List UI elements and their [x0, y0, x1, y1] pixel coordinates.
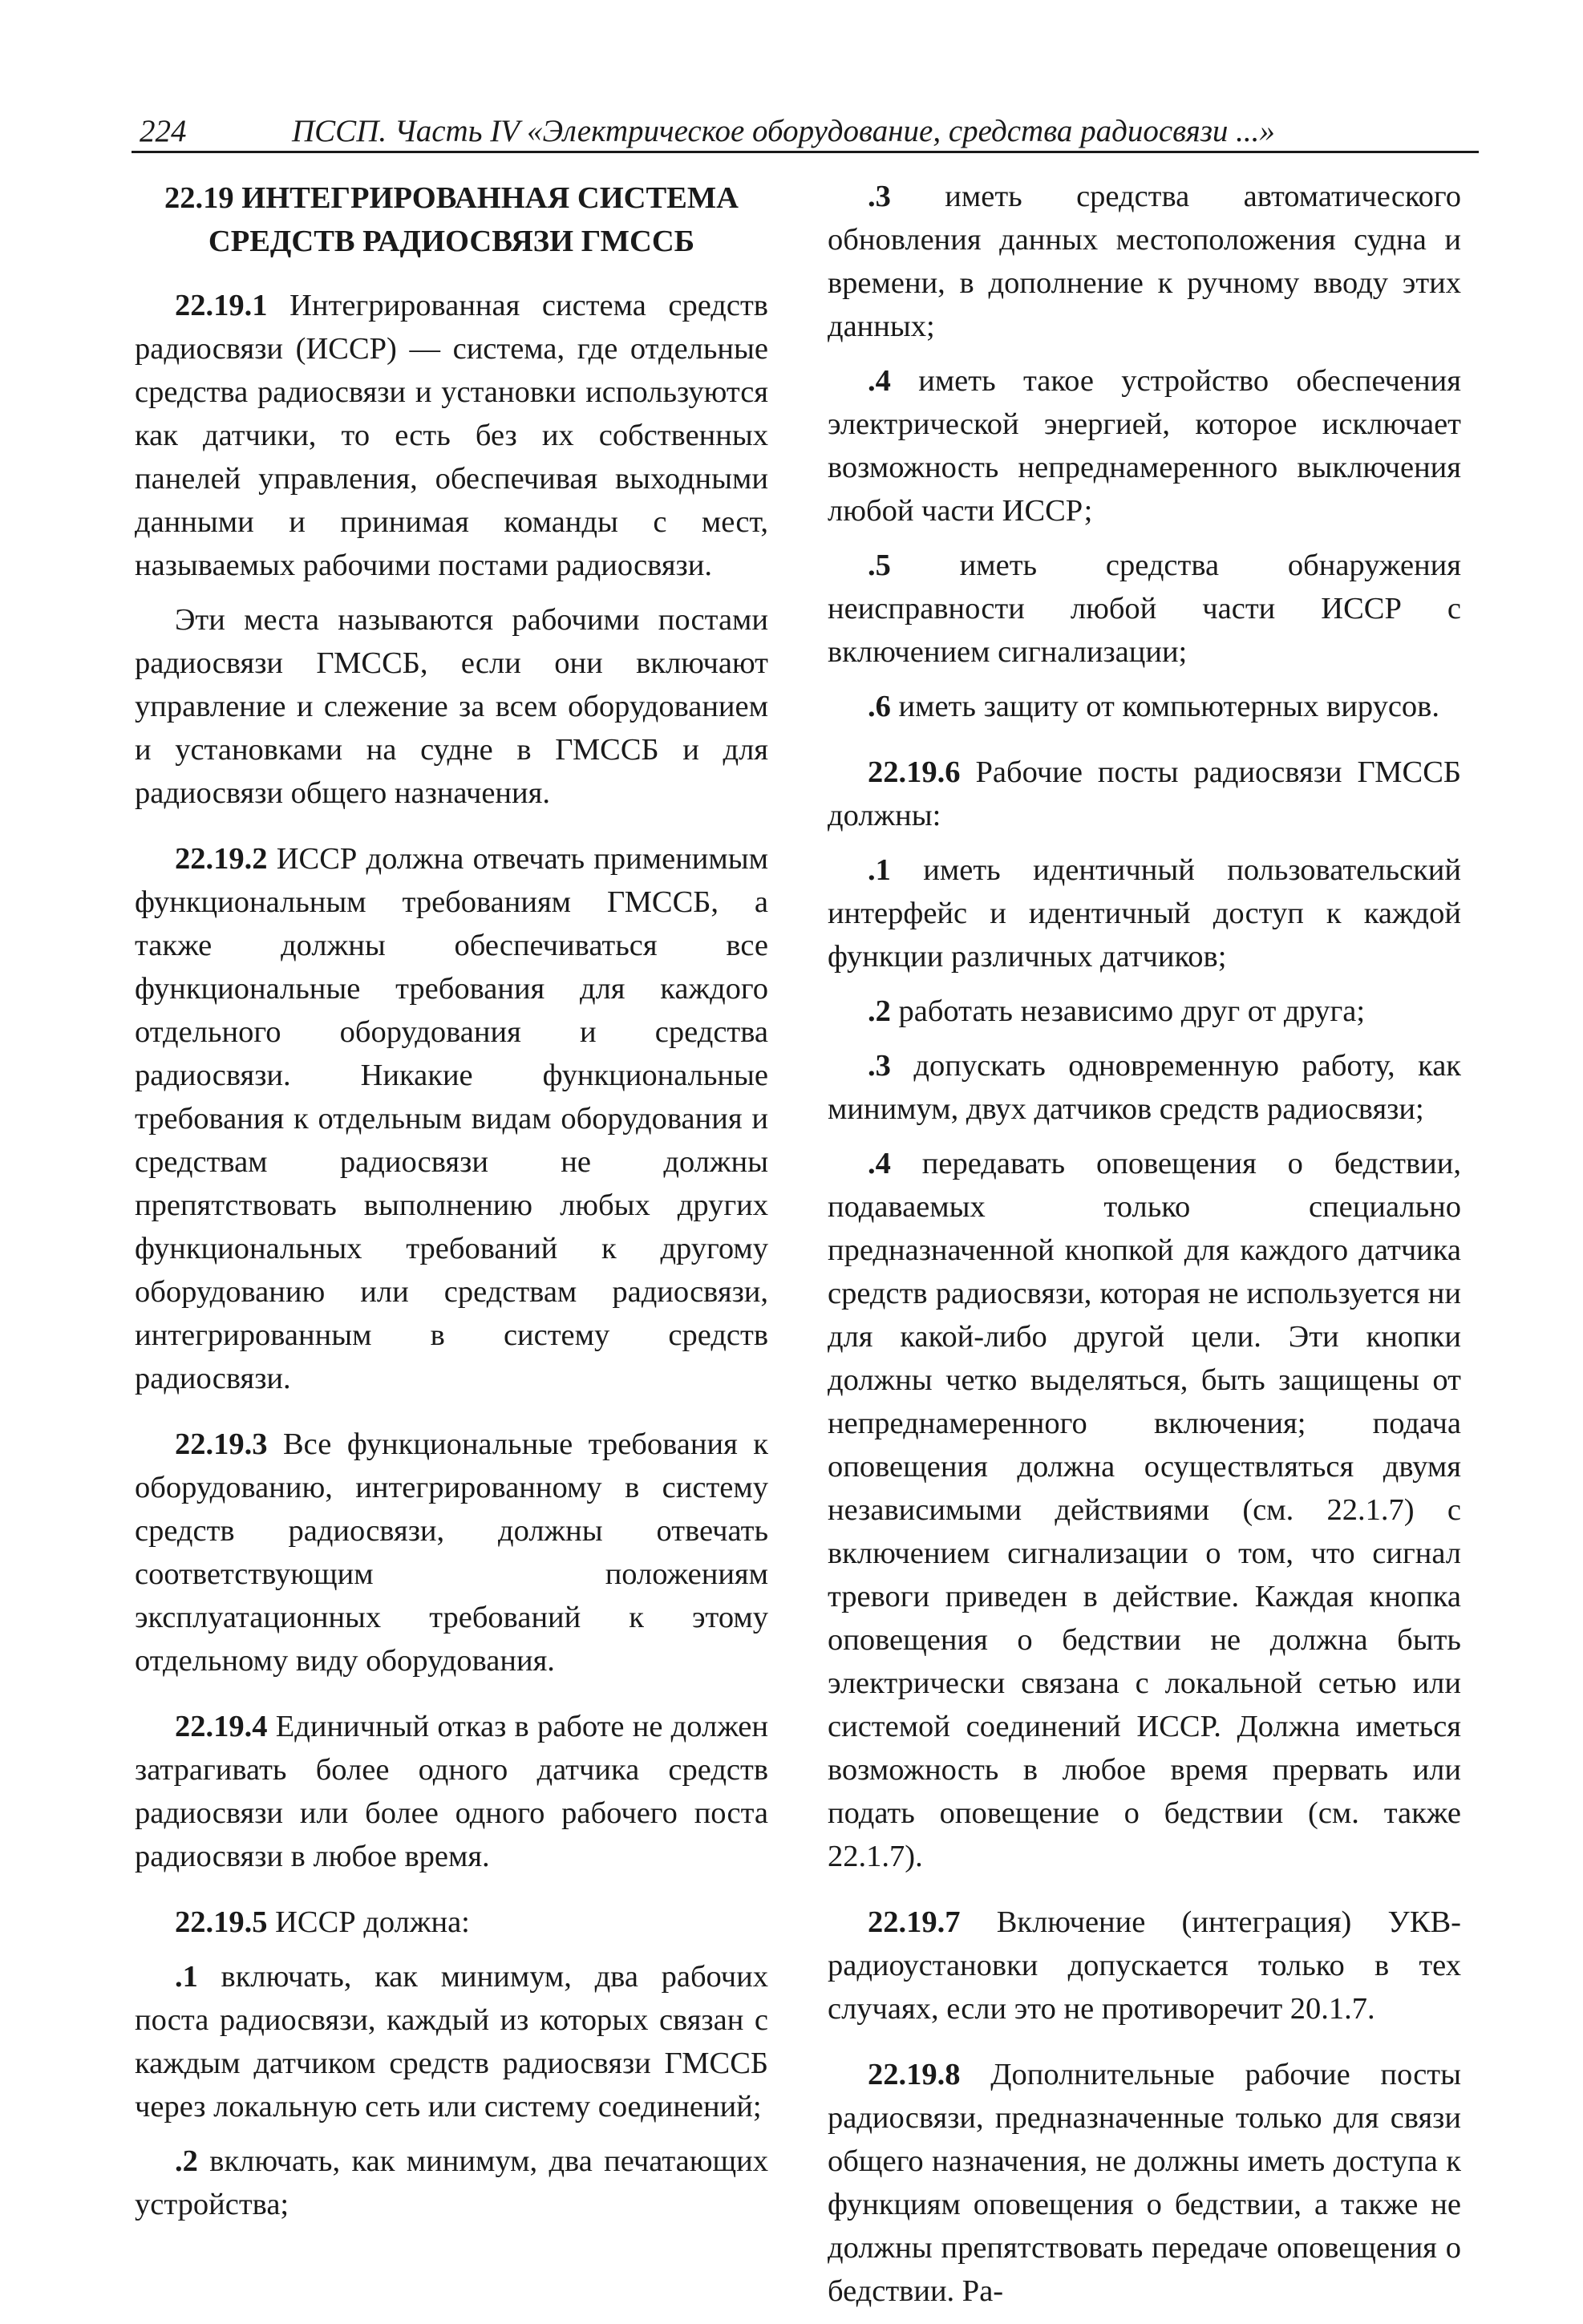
- paragraph-22-19-3: [135, 1423, 768, 1682]
- item-number: .1: [175, 1960, 198, 1994]
- clause-text: Рабочие посты радиосвязи ГМССБ должны:: [828, 755, 1461, 832]
- section-title: [135, 176, 768, 263]
- item-number: .2: [868, 994, 891, 1028]
- list-item-5-4: [828, 359, 1461, 532]
- clause-number: 22.19.5: [175, 1905, 268, 1939]
- list-item-6-4: [828, 1142, 1461, 1878]
- item-text: передавать оповещения о бедствии, подаваемых только специально предназначенной кнопкой для каждого датчика средств радиосвязи, которая не используется ни для какой-либо другой цели. Эти кнопки должны четко выделяться, быть защищены от непреднамеренного включения; подача оповещения должна осуществляться двумя независимыми действиями (см. 22.1.7) с включением сигнализации о том, что сигнал тревоги приведен в действие. Каждая кнопка оповещения о бедствии не должна быть электрически связана с локальной сетью или системой соединений ИССР. Должна иметься возможность в любое время прервать или подать оповещение о бедствии (см. также 22.1.7).: [828, 1147, 1461, 1873]
- list-item-6-2: [828, 990, 1461, 1033]
- item-number: .3: [868, 1049, 891, 1083]
- list-item-5-6: [828, 685, 1461, 728]
- item-text: иметь идентичный пользовательский интерфейс и идентичный доступ к каждой функции различных датчиков;: [828, 853, 1462, 974]
- item-number: .1: [868, 853, 891, 887]
- clause-number: 22.19.4: [175, 1710, 268, 1743]
- item-text: допускать одновременную работу, как минимум, двух датчиков средств радиосвязи;: [828, 1049, 1461, 1126]
- clause-number: 22.19.6: [868, 755, 961, 789]
- paragraph-22-19-2: [135, 837, 768, 1400]
- clause-number: 22.19.8: [868, 2058, 961, 2091]
- paragraph-22-19-5: [135, 1901, 768, 1944]
- running-header: [132, 103, 1479, 153]
- item-number: .2: [175, 2144, 198, 2178]
- item-number: .3: [868, 180, 891, 213]
- clause-text: Включение (интеграция) УКВ-радиоустановки допускается только в тех случаях, если это не противоречит 20.1.7.: [828, 1905, 1461, 2026]
- clause-number: 22.19.1: [175, 289, 268, 322]
- list-item-5-3: [828, 175, 1461, 348]
- item-text: иметь защиту от компьютерных вирусов.: [898, 690, 1439, 723]
- clause-number: 22.19.7: [868, 1905, 961, 1939]
- paragraph-22-19-6: [828, 751, 1461, 837]
- paragraph-22-19-1-cont: [135, 598, 768, 815]
- item-text: включать, как минимум, два рабочих поста радиосвязи, каждый из которых связан с каждым датчиком средств радиосвязи ГМССБ через локальную сеть или систему соединений;: [135, 1960, 769, 2124]
- item-text: иметь такое устройство обеспечения электрической энергией, которое исключает возможность непреднамеренного выключения любой части ИССР;: [828, 364, 1461, 528]
- section-number: 22.19: [164, 181, 234, 215]
- paragraph-22-19-4: [135, 1705, 768, 1878]
- list-item-6-1: [828, 848, 1461, 978]
- clause-text: ИССР должна:: [275, 1905, 470, 1939]
- clause-number: 22.19.2: [175, 842, 268, 876]
- clause-number: 22.19.3: [175, 1427, 268, 1461]
- list-item-6-3: [828, 1044, 1461, 1131]
- list-item-5-2: [135, 2140, 768, 2226]
- page-number: 224: [140, 114, 187, 148]
- item-number: .4: [868, 1147, 891, 1180]
- running-head-title: ПССП. Часть IV «Электрическое оборудование, средства радиосвязи ...»: [292, 114, 1275, 148]
- clause-text: Все функциональные требования к оборудованию, интегрированному в систему средств радиосвязи, должны отвечать соответствующим положениям эксплуатационных требований к этому отдельному виду оборудования.: [135, 1427, 769, 1678]
- clause-text: Интегрированная система средств радиосвязи (ИССР) — система, где отдельные средства радиосвязи и установки используются как датчики, то есть без их собственных панелей управления, обеспечивая выходными данными и принимая команды с мест, называемых рабочими постами радиосвязи.: [135, 289, 768, 582]
- paragraph-22-19-1: [135, 284, 768, 587]
- left-column: [135, 175, 768, 2237]
- section-title-line1: ИНТЕГРИРОВАННАЯ СИСТЕМА: [241, 181, 739, 215]
- item-text: включать, как минимум, два печатающих устройства;: [135, 2144, 769, 2221]
- item-number: .4: [868, 364, 891, 398]
- clause-text: Единичный отказ в работе не должен затрагивать более одного датчика средств радиосвязи или более одного рабочего поста радиосвязи в любое время.: [135, 1710, 768, 1873]
- item-number: .6: [868, 690, 891, 723]
- item-text: иметь средства автоматического обновления данных местоположения судна и времени, в дополнение к ручному вводу этих данных;: [828, 180, 1461, 343]
- item-number: .5: [868, 549, 891, 582]
- paragraph-22-19-7: [828, 1901, 1461, 2030]
- item-text: работать независимо друг от друга;: [898, 994, 1366, 1028]
- clause-text: Эти места называются рабочими постами радиосвязи ГМССБ, если они включают управление и слежение за всем оборудованием и установками на судне в ГМССБ и для радиосвязи общего назначения.: [135, 603, 768, 810]
- section-title-line2: СРЕДСТВ РАДИОСВЯЗИ ГМССБ: [208, 225, 695, 258]
- item-text: иметь средства обнаружения неисправности любой части ИССР с включением сигнализации;: [828, 549, 1461, 669]
- list-item-5-1: [135, 1955, 768, 2128]
- clause-text: ИССР должна отвечать применимым функциональным требованиям ГМССБ, а также должны обеспечиваться все функциональные требования для каждого отдельного оборудования и средства радиосвязи. Никакие функциональные требования к отдельным видам оборудования и средствам радиосвязи не должны препятствовать выполнению любых других функциональных требований к другому оборудованию или средствам радиосвязи, интегрированным в систему средств радиосвязи.: [135, 842, 769, 1395]
- right-column: [828, 175, 1461, 2324]
- paragraph-22-19-8: [828, 2053, 1461, 2313]
- clause-text: Дополнительные рабочие посты радиосвязи, предназначенные только для связи общего назначения, не должны иметь доступа к функциям оповещения о бедствии, а также не должны препятствовать передаче оповещения о бедствии. Ра-: [828, 2058, 1461, 2308]
- list-item-5-5: [828, 544, 1461, 674]
